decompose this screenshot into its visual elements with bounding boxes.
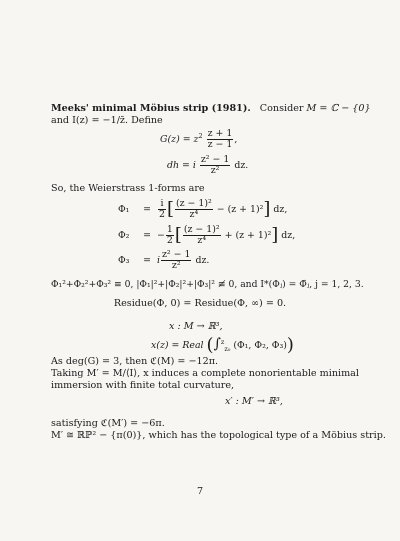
- x-def-integrand: (Φ₁, Φ₂, Φ₃): [233, 340, 287, 351]
- phi2-coef: [166, 225, 174, 246]
- equation-dh: [167, 155, 248, 176]
- page-number: 7: [196, 486, 204, 497]
- G-lhs: G(z) = z: [160, 134, 199, 145]
- phi1-denominator: z⁴: [175, 209, 213, 220]
- conditions-line: Φ₁²+Φ₂²+Φ₃² ≡ 0, |Φ₁|²+|Φ₂|²+|Φ₃|² ≢ 0, and I*(Φⱼ) = Φ̄ⱼ, j = 1, 2, 3.: [51, 279, 364, 290]
- phi3-dz: dz.: [195, 255, 210, 266]
- immersion-line: immersion with finite total curvature,: [51, 380, 235, 391]
- G-fraction: [207, 129, 234, 150]
- dh-rest: dz.: [234, 160, 249, 171]
- equation-phi2: Φ₂ = − $\frac{1}{2}$ [ $\frac{\text{(z − 1)²}}{\text{z⁴}}$ + (z + 1)²] dz,: [118, 224, 296, 246]
- phi1-tail: − (z + 1)²: [216, 204, 264, 215]
- integral-upper: z: [220, 337, 225, 346]
- intro-M: M = ℂ − {0}: [306, 103, 371, 114]
- map-xprime: x′ : M′ → ℝ³,: [225, 396, 283, 407]
- phi1-coef: [158, 199, 166, 220]
- deg-line: As deg(G) = 3, then ℭ(M) = −12π.: [51, 356, 219, 367]
- dh-numerator: z² − 1: [200, 154, 230, 165]
- intro-consider: Consider: [259, 103, 304, 114]
- residue-line: Residue(Φ, 0) = Residue(Φ, ∞) = 0.: [113, 298, 287, 309]
- phi2-fraction: [183, 225, 221, 246]
- phi2-lhs: Φ₂: [118, 230, 130, 241]
- phi3-numerator: z² − 1: [161, 249, 191, 260]
- integral-lower: z₀: [224, 344, 231, 353]
- intro-line: [51, 103, 371, 115]
- dh-lhs: dh = i: [167, 160, 196, 171]
- phi2-numerator: (z − 1)²: [183, 224, 220, 235]
- phi3-fraction: [161, 250, 191, 271]
- weierstrass-line: So, the Weierstrass 1-forms are: [51, 183, 205, 194]
- G-numerator: z + 1: [207, 128, 233, 139]
- phi2-coef-den: 2: [166, 235, 173, 246]
- phi1-fraction: [175, 199, 213, 220]
- define-line: and I(z) = −1/z̄. Define: [51, 115, 163, 126]
- dh-denominator: z²: [200, 165, 230, 176]
- final-line: M′ ≅ ℝℙ² − {π(0)}, which has the topological type of a Möbius strip.: [51, 430, 386, 441]
- equation-G: $G(z) = z^2$ $\frac{z + 1}{z - 1}$ ,: [160, 128, 238, 150]
- map-x: x : M → ℝ³,: [169, 321, 223, 332]
- taking-line: Taking M′ = M/⟨I⟩, x induces a complete nonorientable minimal: [51, 368, 359, 379]
- phi2-tail: + (z + 1)²: [224, 230, 272, 241]
- map-xprime-line: [225, 396, 283, 408]
- x-def-lhs: x(z) = Real: [151, 340, 204, 351]
- phi1-lhs: Φ₁: [118, 204, 130, 215]
- map-x-line: [169, 321, 223, 333]
- integral-sign: ∫: [213, 336, 221, 352]
- phi1-dz: dz,: [273, 204, 288, 215]
- equation-phi1: Φ₁ = $\frac{i}{2}$ [ $\frac{\text{(z − 1)²}}{\text{z⁴}}$ − (z + 1)²] dz,: [118, 198, 288, 220]
- phi2-dz: dz,: [281, 230, 296, 241]
- section-title: Meeks' minimal Möbius strip (1981).: [51, 103, 251, 114]
- phi3-lhs: Φ₃: [118, 255, 130, 266]
- phi1-coef-num: i: [160, 198, 164, 209]
- satisfying-line: satisfying ℭ(M′) = −6π.: [51, 418, 165, 429]
- phi2-coef-num: 1: [166, 224, 173, 235]
- phi1-coef-den: 2: [158, 209, 165, 220]
- dh-fraction: [200, 155, 230, 176]
- equation-phi3: Φ₃ = i $\frac{\text{z² − 1}}{\text{z²}}$ dz.: [118, 249, 210, 271]
- phi1-numerator: (z − 1)²: [175, 198, 212, 209]
- G-denominator: z − 1: [207, 139, 233, 150]
- x-definition: x(z) = Real (∫$^z_{z_0}$ (Φ₁, Φ₂, Φ₃)): [151, 334, 294, 356]
- phi3-denominator: z²: [161, 260, 191, 271]
- phi2-denominator: z⁴: [183, 235, 221, 246]
